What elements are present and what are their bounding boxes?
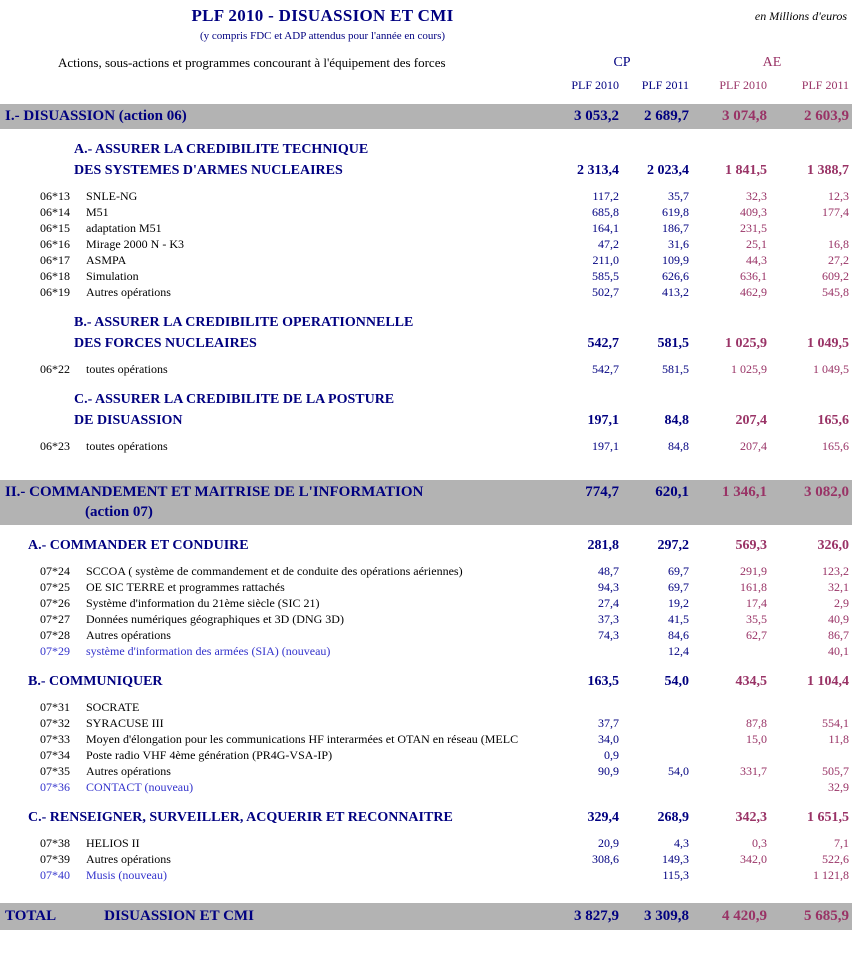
value-cp-plf2011: 54,0 <box>664 674 689 689</box>
col-header-ae-plf2011: PLF 2011 <box>801 78 849 92</box>
row-code: 06*19 <box>40 285 70 299</box>
value-cp-plf2011: 619,8 <box>662 205 689 219</box>
table-row <box>0 851 852 867</box>
value-ae-plf2010: 0,3 <box>752 836 767 850</box>
row-label: ASMPA <box>86 253 127 267</box>
value-cp-plf2011: 581,5 <box>657 336 689 351</box>
page-subtitle: (y compris FDC et ADP attendus pour l'année en cours) <box>199 30 446 42</box>
value-ae-plf2010: 569,3 <box>735 538 767 553</box>
row-code: 07*31 <box>40 700 70 714</box>
table-row <box>0 188 852 204</box>
value-ae-plf2011: 40,1 <box>828 644 849 658</box>
row-label-cell <box>0 747 552 763</box>
value-cp-plf2010: 37,7 <box>598 716 619 730</box>
subsection-total-row <box>0 671 852 692</box>
value-ae-plf2010: 25,1 <box>746 237 767 251</box>
value-ae-plf2011: 3 082,0 <box>804 484 849 500</box>
value-ae-plf2010: 62,7 <box>746 628 767 642</box>
row-label: Poste radio VHF 4ème génération (PR4G-VSA-IP) <box>86 748 333 762</box>
table-row <box>0 867 852 883</box>
table-row <box>0 236 852 252</box>
value-ae-plf2011: 27,2 <box>828 253 849 267</box>
row-label: Autres opérations <box>86 852 171 866</box>
value-cp-plf2010: 20,9 <box>598 836 619 850</box>
section-title-line: I.- DISUASSION (action 06) <box>5 108 187 124</box>
subsection-title-line: DES FORCES NUCLEAIRES <box>74 336 257 351</box>
subsection-title-line: C.- RENSEIGNER, SURVEILLER, ACQUERIR ET RECONNAITRE <box>28 810 453 825</box>
table-row <box>0 438 852 454</box>
value-ae-plf2010: 87,8 <box>746 716 767 730</box>
value-cp-plf2011: 115,3 <box>662 868 689 882</box>
table-body <box>0 104 852 883</box>
value-cp-plf2010: 585,5 <box>592 269 619 283</box>
row-label-cell <box>0 579 552 595</box>
row-label: M51 <box>86 205 109 219</box>
value-cp-plf2011: 626,6 <box>662 269 689 283</box>
subsection-total-row <box>0 160 852 181</box>
value-cp-plf2010: 90,9 <box>598 764 619 778</box>
spacer-cell <box>0 78 552 93</box>
row-code: 07*39 <box>40 852 70 866</box>
row-code: 07*26 <box>40 596 70 610</box>
total-sublabel: DISUASSION ET CMI <box>104 908 254 924</box>
value-ae-plf2011: 1 121,8 <box>813 868 849 882</box>
value-cp-plf2011: 297,2 <box>657 538 689 553</box>
row-label: Simulation <box>86 269 139 283</box>
table-row <box>0 699 852 715</box>
value-ae-plf2011: 165,6 <box>822 439 849 453</box>
value-cp-plf2010: 164,1 <box>592 221 619 235</box>
row-label-cell <box>0 252 552 268</box>
value-cp-plf2010: 27,4 <box>598 596 619 610</box>
subsection-rows <box>0 835 852 883</box>
table-row <box>0 284 852 300</box>
value-cp-plf2011: 2 689,7 <box>644 108 689 124</box>
row-label: SCCOA ( système de commandement et de conduite des opérations aériennes) <box>86 564 463 578</box>
table-row <box>0 204 852 220</box>
subsection-title-line: A.- COMMANDER ET CONDUIRE <box>28 538 249 553</box>
value-ae-plf2010: 1 346,1 <box>722 484 767 500</box>
value-cp-plf2010: 74,3 <box>598 628 619 642</box>
table-row <box>0 252 852 268</box>
section-II <box>0 480 852 883</box>
value-ae-plf2010: 342,0 <box>740 852 767 866</box>
value-cp-plf2011: 41,5 <box>668 612 689 626</box>
row-label-cell <box>0 438 552 454</box>
section-title <box>0 482 552 522</box>
row-label: CONTACT (nouveau) <box>86 780 194 794</box>
value-cp-plf2010: 2 313,4 <box>577 163 619 178</box>
value-ae-plf2011: 1 104,4 <box>807 674 849 689</box>
total-label: TOTAL <box>5 908 57 924</box>
value-ae-plf2011: 609,2 <box>822 269 849 283</box>
value-ae-plf2011: 505,7 <box>822 764 849 778</box>
section-title-line: II.- COMMANDEMENT ET MAITRISE DE L'INFORMATION <box>5 484 424 500</box>
value-ae-plf2010: 161,8 <box>740 580 767 594</box>
value-cp-plf2010: 37,3 <box>598 612 619 626</box>
section-I <box>0 104 852 454</box>
row-label-cell <box>0 763 552 779</box>
total-ae-plf2010: 4 420,9 <box>722 908 767 924</box>
unit-note: en Millions d'euros <box>754 9 847 23</box>
value-ae-plf2010: 409,3 <box>740 205 767 219</box>
table-row <box>0 595 852 611</box>
value-cp-plf2010: 685,8 <box>592 205 619 219</box>
value-cp-plf2010: 47,2 <box>598 237 619 251</box>
col-header-cp-plf2010: PLF 2010 <box>571 78 619 92</box>
subsection-title-line: DES SYSTEMES D'ARMES NUCLEAIRES <box>74 163 343 178</box>
row-label-cell <box>0 563 552 579</box>
value-cp-plf2011: 4,3 <box>674 836 689 850</box>
total-row <box>0 903 852 930</box>
subsection-total-row <box>0 333 852 354</box>
row-label: toutes opérations <box>86 439 168 453</box>
value-ae-plf2010: 462,9 <box>740 285 767 299</box>
row-label-cell <box>0 699 552 715</box>
total-ae-plf2011: 5 685,9 <box>804 908 849 924</box>
subsection <box>0 312 852 377</box>
row-code: 07*25 <box>40 580 70 594</box>
value-cp-plf2010: 0,9 <box>604 748 619 762</box>
actions-column-header: Actions, sous-actions et programmes concourant à l'équipement des forces <box>58 55 446 70</box>
value-cp-plf2011: 19,2 <box>668 596 689 610</box>
subsection-rows <box>0 188 852 300</box>
value-ae-plf2011: 2 603,9 <box>804 108 849 124</box>
row-code: 07*34 <box>40 748 70 762</box>
row-label-cell <box>0 236 552 252</box>
value-ae-plf2010: 331,7 <box>740 764 767 778</box>
row-code: 06*22 <box>40 362 70 376</box>
row-label-cell <box>0 268 552 284</box>
value-ae-plf2011: 40,9 <box>828 612 849 626</box>
row-label-cell <box>0 204 552 220</box>
row-label-cell <box>0 361 552 377</box>
value-ae-plf2011: 12,3 <box>828 189 849 203</box>
table-row <box>0 763 852 779</box>
table-row <box>0 715 852 731</box>
value-ae-plf2011: 32,9 <box>828 780 849 794</box>
col-header-ae-plf2010: PLF 2010 <box>719 78 767 92</box>
value-cp-plf2010: 542,7 <box>587 336 619 351</box>
subsection-rows <box>0 563 852 659</box>
row-label-cell <box>0 595 552 611</box>
row-label-cell <box>0 284 552 300</box>
row-label-cell <box>0 188 552 204</box>
section-title-line: (action 07) <box>85 504 153 520</box>
row-code: 07*36 <box>40 780 70 794</box>
row-code: 07*35 <box>40 764 70 778</box>
total-cp-plf2011: 3 309,8 <box>644 908 689 924</box>
row-label: Autres opérations <box>86 285 171 299</box>
value-ae-plf2011: 16,8 <box>828 237 849 251</box>
row-label-cell <box>0 731 552 747</box>
value-ae-plf2011: 165,6 <box>817 413 849 428</box>
table-row <box>0 747 852 763</box>
subsection-title-line: B.- ASSURER LA CREDIBILITE OPERATIONNELLE <box>74 315 414 330</box>
value-cp-plf2011: 54,0 <box>668 764 689 778</box>
value-cp-plf2010: 34,0 <box>598 732 619 746</box>
row-label: adaptation M51 <box>86 221 162 235</box>
row-label: OE SIC TERRE et programmes rattachés <box>86 580 285 594</box>
value-cp-plf2011: 186,7 <box>662 221 689 235</box>
row-label: HELIOS II <box>86 836 140 850</box>
value-ae-plf2011: 1 049,5 <box>807 336 849 351</box>
table-row <box>0 220 852 236</box>
table-row <box>0 835 852 851</box>
row-label-cell <box>0 779 552 795</box>
value-cp-plf2011: 2 023,4 <box>647 163 689 178</box>
table-group-header-row <box>0 55 852 71</box>
table-row <box>0 268 852 284</box>
value-cp-plf2010: 308,6 <box>592 852 619 866</box>
table-row <box>0 579 852 595</box>
value-cp-plf2010: 117,2 <box>592 189 619 203</box>
value-ae-plf2011: 1 651,5 <box>807 810 849 825</box>
table-row <box>0 627 852 643</box>
row-label-cell <box>0 627 552 643</box>
value-ae-plf2011: 1 049,5 <box>813 362 849 376</box>
row-label: Autres opérations <box>86 764 171 778</box>
subsection-rows <box>0 361 852 377</box>
value-cp-plf2010: 211,0 <box>592 253 619 267</box>
row-code: 06*23 <box>40 439 70 453</box>
row-label-cell <box>0 851 552 867</box>
row-label: Données numériques géographiques et 3D (DNG 3D) <box>86 612 344 626</box>
value-ae-plf2010: 17,4 <box>746 596 767 610</box>
subsection-title-line: B.- COMMUNIQUER <box>28 674 163 689</box>
value-cp-plf2011: 109,9 <box>662 253 689 267</box>
row-label-cell <box>0 220 552 236</box>
row-code: 07*24 <box>40 564 70 578</box>
row-code: 06*16 <box>40 237 70 251</box>
subsection-total-row <box>0 807 852 828</box>
value-ae-plf2010: 35,5 <box>746 612 767 626</box>
value-cp-plf2011: 84,6 <box>668 628 689 642</box>
row-code: 07*29 <box>40 644 70 658</box>
value-cp-plf2010: 197,1 <box>587 413 619 428</box>
row-label-cell <box>0 835 552 851</box>
value-ae-plf2010: 434,5 <box>735 674 767 689</box>
row-code: 06*18 <box>40 269 70 283</box>
subsection-title-line: DE DISUASSION <box>74 413 183 428</box>
value-cp-plf2011: 581,5 <box>662 362 689 376</box>
value-ae-plf2010: 291,9 <box>740 564 767 578</box>
ae-group-header: AE <box>762 55 782 70</box>
value-cp-plf2011: 268,9 <box>657 810 689 825</box>
section-header-bar <box>0 104 852 129</box>
value-cp-plf2010: 197,1 <box>592 439 619 453</box>
row-label-cell <box>0 715 552 731</box>
value-cp-plf2010: 329,4 <box>587 810 619 825</box>
value-cp-plf2011: 12,4 <box>668 644 689 658</box>
table-row <box>0 643 852 659</box>
col-header-cp-plf2011: PLF 2011 <box>641 78 689 92</box>
value-cp-plf2010: 48,7 <box>598 564 619 578</box>
value-cp-plf2011: 35,7 <box>668 189 689 203</box>
row-code: 07*38 <box>40 836 70 850</box>
row-label: SNLE-NG <box>86 189 138 203</box>
value-cp-plf2010: 3 053,2 <box>574 108 619 124</box>
value-ae-plf2010: 342,3 <box>735 810 767 825</box>
value-cp-plf2010: 163,5 <box>587 674 619 689</box>
row-label: SOCRATE <box>86 700 140 714</box>
row-label: Moyen d'élongation pour les communications HF interarmées et OTAN en réseau (MELC <box>86 732 519 746</box>
value-ae-plf2011: 123,2 <box>822 564 849 578</box>
value-cp-plf2011: 620,1 <box>655 484 689 500</box>
value-ae-plf2010: 207,4 <box>735 413 767 428</box>
value-ae-plf2010: 636,1 <box>740 269 767 283</box>
row-label-cell <box>0 643 552 659</box>
value-ae-plf2011: 7,1 <box>834 836 849 850</box>
row-code: 06*13 <box>40 189 70 203</box>
table-row <box>0 563 852 579</box>
value-ae-plf2010: 231,5 <box>740 221 767 235</box>
value-ae-plf2010: 3 074,8 <box>722 108 767 124</box>
value-cp-plf2010: 94,3 <box>598 580 619 594</box>
value-ae-plf2011: 1 388,7 <box>807 163 849 178</box>
table-row <box>0 361 852 377</box>
subsection <box>0 671 852 795</box>
row-code: 07*28 <box>40 628 70 642</box>
value-ae-plf2011: 11,8 <box>828 732 849 746</box>
row-code: 07*32 <box>40 716 70 730</box>
value-cp-plf2011: 413,2 <box>662 285 689 299</box>
subsection <box>0 807 852 883</box>
row-label: système d'information des armées (SIA) (nouveau) <box>86 644 331 658</box>
row-code: 06*15 <box>40 221 70 235</box>
row-label: Mirage 2000 N - K3 <box>86 237 184 251</box>
value-cp-plf2010: 774,7 <box>585 484 619 500</box>
row-code: 06*14 <box>40 205 70 219</box>
value-ae-plf2011: 2,9 <box>834 596 849 610</box>
value-ae-plf2010: 1 841,5 <box>725 163 767 178</box>
row-code: 07*33 <box>40 732 70 746</box>
subsection <box>0 139 852 300</box>
cp-group-header: CP <box>613 55 631 70</box>
value-ae-plf2010: 1 025,9 <box>731 362 767 376</box>
subsection-rows <box>0 438 852 454</box>
value-ae-plf2011: 177,4 <box>822 205 849 219</box>
subsection-rows <box>0 699 852 795</box>
value-cp-plf2011: 84,8 <box>668 439 689 453</box>
subsection-title-line: A.- ASSURER LA CREDIBILITE TECHNIQUE <box>74 142 369 157</box>
value-cp-plf2011: 149,3 <box>662 852 689 866</box>
value-cp-plf2011: 69,7 <box>668 564 689 578</box>
row-label: Musis (nouveau) <box>86 868 167 882</box>
subsection-total-row <box>0 535 852 556</box>
row-label: Système d'information du 21ème siècle (SIC 21) <box>86 596 320 610</box>
subsection-total-row <box>0 410 852 431</box>
value-ae-plf2011: 86,7 <box>828 628 849 642</box>
value-ae-plf2010: 32,3 <box>746 189 767 203</box>
total-label-cell <box>0 906 552 926</box>
total-cp-plf2010: 3 827,9 <box>574 908 619 924</box>
value-ae-plf2011: 522,6 <box>822 852 849 866</box>
subsection-title-line: C.- ASSURER LA CREDIBILITE DE LA POSTURE <box>74 392 395 407</box>
subsection <box>0 535 852 659</box>
row-code: 07*27 <box>40 612 70 626</box>
value-ae-plf2010: 1 025,9 <box>725 336 767 351</box>
table-row <box>0 611 852 627</box>
section-header-bar <box>0 480 852 525</box>
value-cp-plf2010: 281,8 <box>587 538 619 553</box>
subsection <box>0 389 852 454</box>
row-label: Autres opérations <box>86 628 171 642</box>
value-ae-plf2011: 32,1 <box>828 580 849 594</box>
value-cp-plf2011: 31,6 <box>668 237 689 251</box>
table-row <box>0 779 852 795</box>
row-label: toutes opérations <box>86 362 168 376</box>
value-ae-plf2011: 326,0 <box>817 538 849 553</box>
value-cp-plf2010: 542,7 <box>592 362 619 376</box>
value-ae-plf2010: 207,4 <box>740 439 767 453</box>
table-row <box>0 731 852 747</box>
value-ae-plf2011: 554,1 <box>822 716 849 730</box>
row-label: SYRACUSE III <box>86 716 164 730</box>
value-ae-plf2010: 44,3 <box>746 253 767 267</box>
section-title <box>0 106 552 126</box>
row-label-cell <box>0 611 552 627</box>
value-cp-plf2011: 69,7 <box>668 580 689 594</box>
page-title: PLF 2010 - DISUASSION ET CMI <box>191 6 454 25</box>
row-code: 07*40 <box>40 868 70 882</box>
value-cp-plf2010: 502,7 <box>592 285 619 299</box>
table-column-header-row <box>0 78 852 93</box>
value-ae-plf2011: 545,8 <box>822 285 849 299</box>
row-label-cell <box>0 867 552 883</box>
row-code: 06*17 <box>40 253 70 267</box>
value-ae-plf2010: 15,0 <box>746 732 767 746</box>
value-cp-plf2011: 84,8 <box>664 413 689 428</box>
